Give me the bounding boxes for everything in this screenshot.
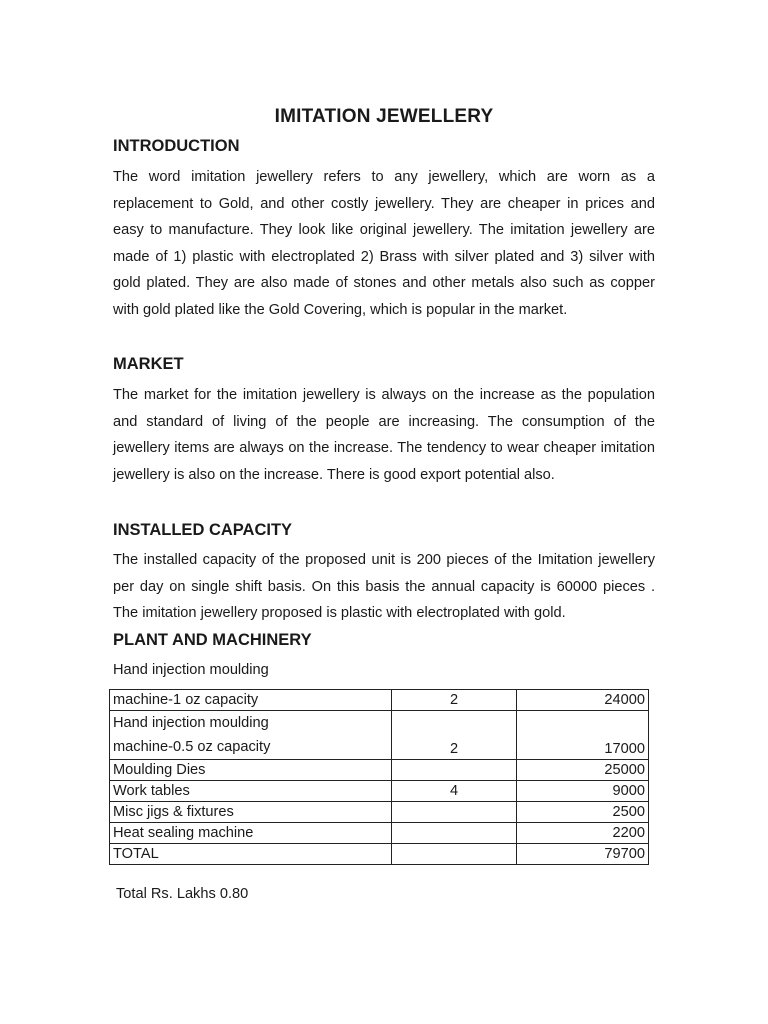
total-label-cell: TOTAL [110,844,392,865]
item-cell [110,711,392,760]
market-paragraph: The market for the imitation jewellery is always on the increase as the population and standard of living of the people are increasing. The consumption of the jewellery items are always on the increase. The tendency to wear cheaper imitation jewellery is also on the increase. There is good export potential also. [113,387,655,483]
qty-cell [392,760,517,781]
item-cell-line1: Hand injection moulding [113,715,269,731]
item-cell-line2: machine-0.5 oz capacity [113,739,271,755]
qty-cell: 2 [392,690,517,711]
document-title: IMITATION JEWELLERY [274,106,494,127]
qty-cell: 4 [392,781,517,802]
qty-cell: 2 [392,711,517,760]
table-row [110,760,649,781]
amount-cell: 2500 [517,802,649,823]
qty-cell [392,823,517,844]
table-row [110,690,649,711]
section-heading-market: MARKET [113,355,184,373]
amount-cell: 2200 [517,823,649,844]
introduction-paragraph: The word imitation jewellery refers to any jewellery, which are worn as a replacement to Gold, and other costly jewellery. They are cheaper in prices and easy to manufacture. They look like original jewellery. The imitation jewellery are made of 1) plastic with electroplated 2) Brass with silver plated and 3) silver with gold plated. They are also made of stones and other metals also such as copper with gold plated like the Gold Covering, which is popular in the market. [113,169,655,318]
amount-cell: 17000 [517,711,649,760]
section-heading-installed-capacity: INSTALLED CAPACITY [113,521,293,539]
qty-cell [392,844,517,865]
item-cell: machine-1 oz capacity [110,690,392,711]
amount-cell: 25000 [517,760,649,781]
section-heading-introduction: INTRODUCTION [113,137,240,155]
item-cell: Heat sealing machine [110,823,392,844]
table-row [110,823,649,844]
amount-cell: 24000 [517,690,649,711]
table-row [110,711,649,760]
total-lakhs-note: Total Rs. Lakhs 0.80 [116,886,249,902]
table-total-row [110,844,649,865]
item-cell: Work tables [110,781,392,802]
item-cell: Misc jigs & fixtures [110,802,392,823]
qty-cell [392,802,517,823]
table-row [110,802,649,823]
total-amount-cell: 79700 [517,844,649,865]
capacity-paragraph: The installed capacity of the proposed unit is 200 pieces of the Imitation jewellery per day on single shift basis. On this basis the annual capacity is 60000 pieces . The imitation jewellery proposed is plastic with electroplated with gold. [113,552,655,622]
table-row [110,781,649,802]
item-cell: Moulding Dies [110,760,392,781]
table-intro-text: Hand injection moulding [113,662,269,678]
section-heading-plant-machinery: PLANT AND MACHINERY [113,631,312,649]
amount-cell: 9000 [517,781,649,802]
machinery-table [109,689,649,865]
